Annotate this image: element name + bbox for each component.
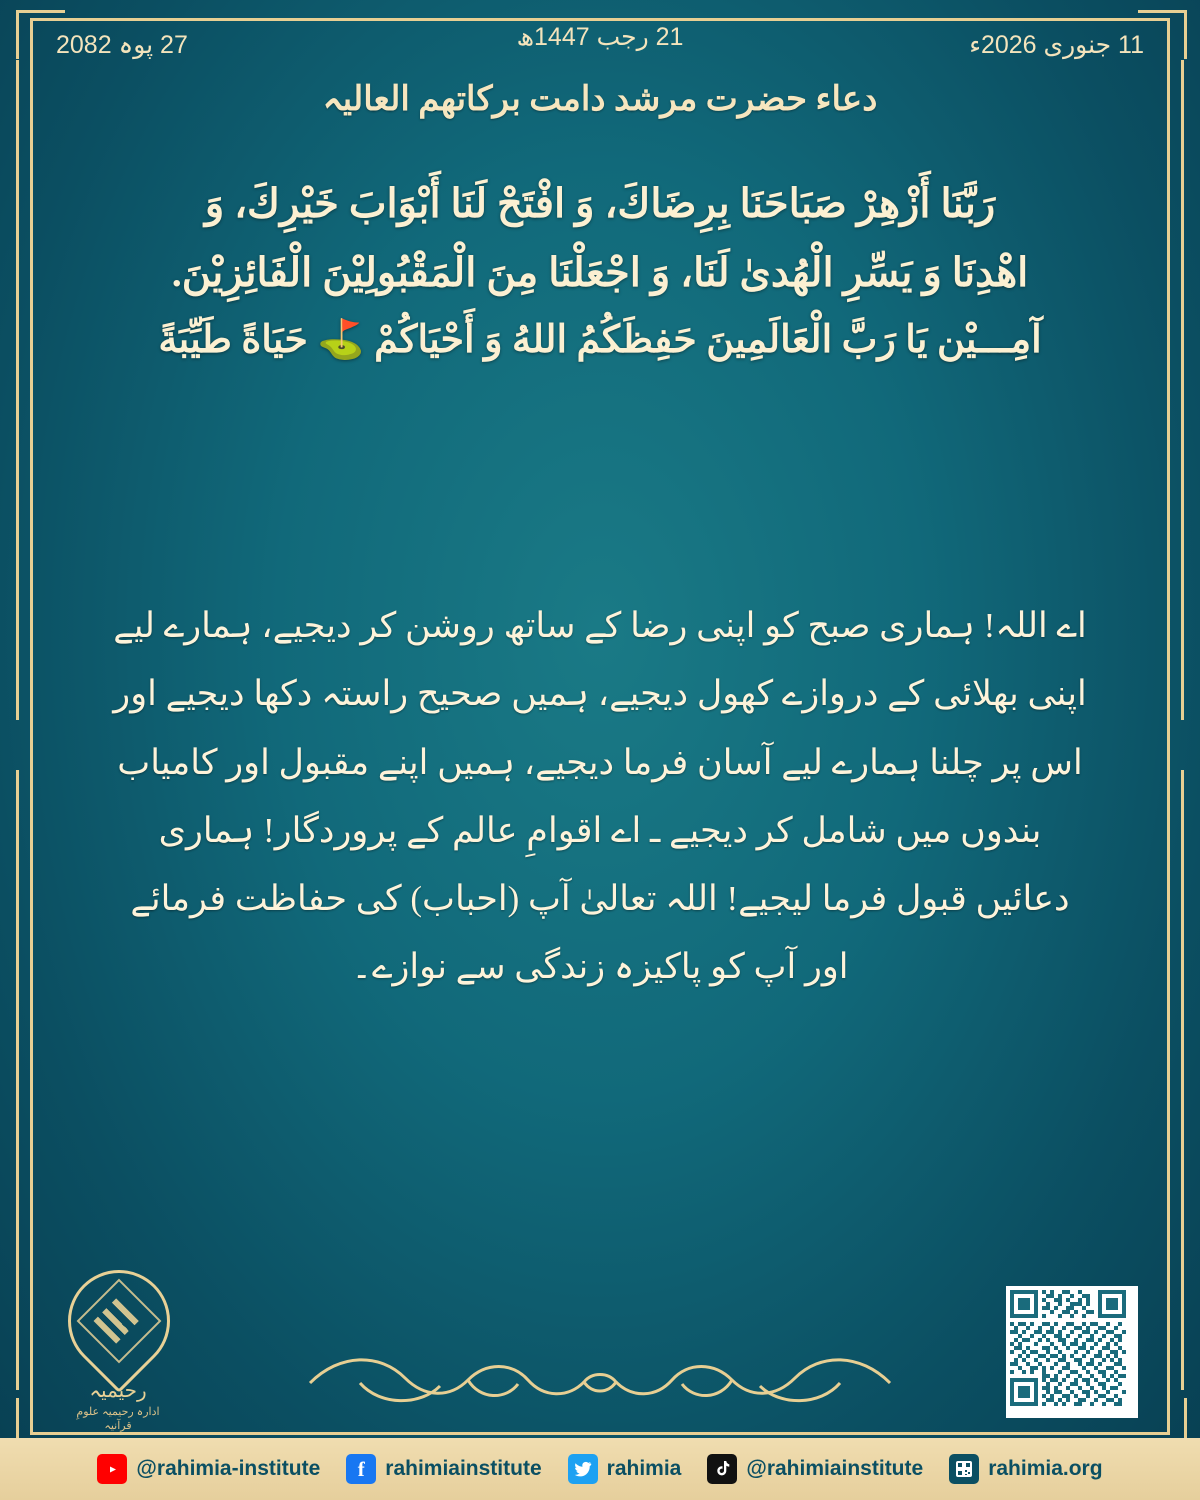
frame-line-bottom <box>30 1432 1170 1435</box>
logo-name: رحیمیہ <box>89 1380 147 1402</box>
social-handle-youtube: @rahimia-institute <box>136 1457 321 1480</box>
twitter-icon <box>568 1454 598 1484</box>
social-handle-twitter: rahimia <box>606 1457 682 1480</box>
frame-line-left-outer-lower <box>16 770 19 1390</box>
date-local: 27 پوہ 2082 <box>56 31 188 59</box>
frame-line-left <box>30 18 33 1435</box>
rahimia-logo <box>62 1270 174 1433</box>
arabic-line-2: اهْدِنَا وَ يَسِّرِ الْهُدىٰ لَنَا، وَ اجْعَلْنَا مِنَ الْمَقْبُولِيْنَ الْفَائِزِيْنَ. <box>171 249 1029 295</box>
social-handle-website: rahimia.org <box>988 1457 1103 1480</box>
flourish-divider-icon <box>300 1348 900 1418</box>
youtube-icon <box>97 1454 127 1484</box>
frame-line-left-outer-upper <box>16 60 19 720</box>
website-icon <box>949 1454 979 1484</box>
frame-line-top <box>30 18 1170 21</box>
qr-code[interactable] <box>1006 1286 1138 1418</box>
social-link-youtube[interactable] <box>97 1454 320 1484</box>
social-link-website[interactable] <box>949 1454 1102 1484</box>
logo-subtitle: ادارہ رحیمیہ علومِ قرآنیہ <box>76 1406 160 1433</box>
social-link-facebook[interactable] <box>346 1454 541 1484</box>
social-handle-facebook: rahimiainstitute <box>385 1457 542 1480</box>
frame-line-right-outer-upper <box>1181 60 1184 720</box>
social-link-twitter[interactable] <box>568 1454 682 1484</box>
social-handle-tiktok: @rahimiainstitute <box>746 1457 924 1480</box>
page-title: دعاء حضرت مرشد دامت بركاتهم العالیہ <box>322 81 878 118</box>
arabic-line-1: رَبَّنَا أَزْهِرْ صَبَاحَنَا بِرِضَاكَ، وَ افْتَحْ لَنَا أَبْوَابَ خَيْرِكَ، وَ <box>204 181 996 226</box>
frame-line-right <box>1167 18 1170 1435</box>
facebook-icon: f <box>346 1454 376 1484</box>
social-link-tiktok[interactable] <box>707 1454 923 1484</box>
date-hijri: 21 رجب 1447ھ <box>516 23 684 51</box>
frame-line-right-outer-lower <box>1181 770 1184 1390</box>
urdu-translation: اے اللہ! ہماری صبح کو اپنی رضا کے ساتھ روشن کر دیجیے، ہمارے لیے اپنی بھلائی کے دروازے کھول دیجیے، ہمیں صحیح راستہ دکھا دیجیے اور اس پر چلنا ہمارے لیے آسان فرما دیجیے، ہمیں اپنے مقبول اور کامیاب بندوں میں شامل کر دیجیے ـ اے اقوامِ عالم کے پروردگار! ہماری دعائیں قبول فرما لیجیے! اللہ تعالیٰ آپ (احباب) کی حفاظت فرمائے اور آپ کو پاکیزہ زندگی سے نوازے۔ <box>113 606 1087 987</box>
date-gregorian: 11 جنوری 2026ء <box>969 31 1144 59</box>
arabic-dua-block <box>70 170 1130 373</box>
logo-mark-icon <box>47 1249 191 1393</box>
arabic-line-3: آمِـــيْن يَا رَبَّ الْعَالَمِينَ حَفِظَكُمُ اللهُ وَ أَحْيَاكُمْ ⛳ حَيَاةً طَيِّبَةً <box>158 318 1042 361</box>
social-bar <box>0 1438 1200 1500</box>
tiktok-icon <box>707 1454 737 1484</box>
